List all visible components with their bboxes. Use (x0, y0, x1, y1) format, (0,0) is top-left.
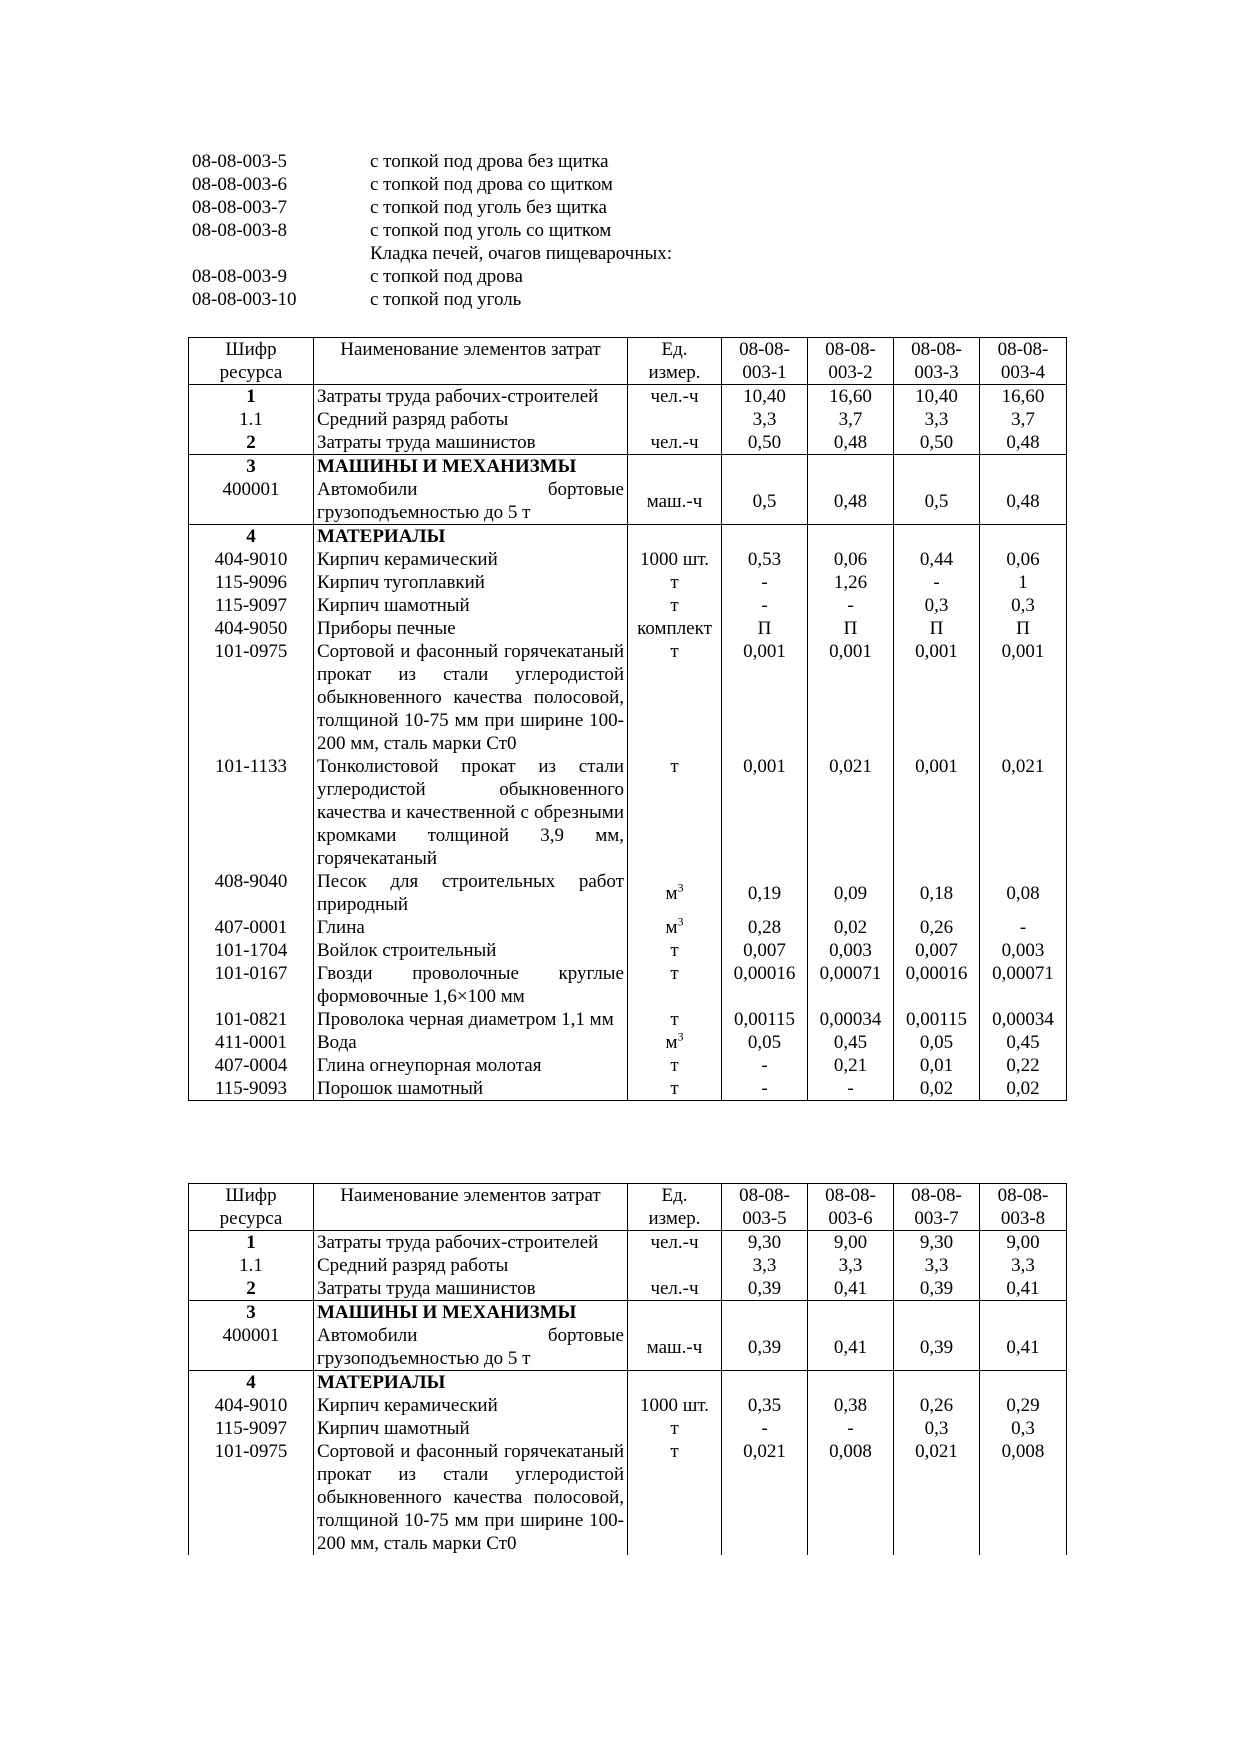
row-code: 115-9093 (189, 1077, 314, 1101)
row-value: 0,50 (894, 431, 980, 455)
header-unit: Ед. измер. (628, 338, 722, 385)
row-value: 0,3 (980, 1417, 1067, 1440)
row-code: 400001 (189, 478, 314, 525)
row-value: 0,08 (980, 870, 1067, 916)
row-unit (628, 408, 722, 431)
row-value: 16,60 (980, 385, 1067, 409)
row-value (894, 525, 980, 549)
row-unit: т (628, 1054, 722, 1077)
row-value: 10,40 (894, 385, 980, 409)
row-name: Кирпич тугоплавкий (314, 571, 628, 594)
row-value: - (722, 1077, 808, 1101)
row-value: 0,06 (808, 548, 894, 571)
row-value: 0,38 (808, 1394, 894, 1417)
table-row (189, 1077, 1067, 1101)
row-value: 0,021 (808, 755, 894, 870)
header-code: Шифр ресурса (189, 338, 314, 385)
row-unit: 1000 шт. (628, 1394, 722, 1417)
row-name: Тонколистовой прокат из стали углеродистой обыкновенного качества и качественной с обрезными кромками толщиной 3,9 мм, горячекатаный (314, 755, 628, 870)
row-value: 0,3 (894, 1417, 980, 1440)
row-value: 0,22 (980, 1054, 1067, 1077)
row-value: 0,003 (980, 939, 1067, 962)
row-value: 0,001 (722, 640, 808, 755)
table-row (189, 755, 1067, 870)
row-value: 0,00071 (808, 962, 894, 1008)
row-code: 2 (189, 431, 314, 455)
row-unit: чел.-ч (628, 1277, 722, 1301)
header-norm: 08-08- 003-4 (980, 338, 1067, 385)
row-name: Затраты труда машинистов (314, 431, 628, 455)
row-value: 3,7 (980, 408, 1067, 431)
row-value: 0,45 (808, 1031, 894, 1054)
row-name: Приборы печные (314, 617, 628, 640)
row-name: МАШИНЫ И МЕХАНИЗМЫ (314, 1301, 628, 1325)
row-value: 16,60 (808, 385, 894, 409)
header-norm: 08-08- 003-6 (808, 1184, 894, 1231)
row-unit: т (628, 640, 722, 755)
row-unit (628, 1371, 722, 1395)
row-value: 0,05 (722, 1031, 808, 1054)
row-name: Затраты труда машинистов (314, 1277, 628, 1301)
row-value: 9,30 (894, 1231, 980, 1255)
row-value: 0,00034 (808, 1008, 894, 1031)
table-row (189, 548, 1067, 571)
row-value: 0,02 (808, 916, 894, 939)
row-code: 411-0001 (189, 1031, 314, 1054)
table-row (189, 1254, 1067, 1277)
row-name: Автомобили бортовые грузоподъемностью до 5 т (314, 478, 628, 525)
row-value: 0,021 (980, 755, 1067, 870)
row-code: 1.1 (189, 408, 314, 431)
row-name: Порошок шамотный (314, 1077, 628, 1101)
row-value: 0,53 (722, 548, 808, 571)
row-unit (628, 1301, 722, 1325)
table-row (189, 455, 1067, 479)
row-value: 9,30 (722, 1231, 808, 1255)
row-code: 101-0821 (189, 1008, 314, 1031)
row-value: 0,001 (980, 640, 1067, 755)
row-value: 0,48 (980, 431, 1067, 455)
row-value: 0,5 (722, 478, 808, 525)
table-row (189, 1371, 1067, 1395)
row-unit: чел.-ч (628, 385, 722, 409)
row-value: 0,021 (894, 1440, 980, 1555)
intro-list (192, 150, 672, 311)
row-value: 0,26 (894, 1394, 980, 1417)
table-row (189, 478, 1067, 525)
row-name: Песок для строительных работ природный (314, 870, 628, 916)
intro-item (192, 196, 672, 219)
row-value: 0,39 (894, 1277, 980, 1301)
table-row (189, 1277, 1067, 1301)
row-value: 0,02 (980, 1077, 1067, 1101)
row-value: 0,008 (980, 1440, 1067, 1555)
table-row (189, 939, 1067, 962)
intro-item (192, 265, 672, 288)
row-value (722, 525, 808, 549)
table-row (189, 1008, 1067, 1031)
header-name: Наименование элементов затрат (314, 338, 628, 385)
row-value: 0,003 (808, 939, 894, 962)
row-unit: чел.-ч (628, 1231, 722, 1255)
row-code: 101-1133 (189, 755, 314, 870)
row-value: - (722, 1417, 808, 1440)
row-code: 4 (189, 525, 314, 549)
row-value: - (722, 1054, 808, 1077)
row-value: 0,00016 (894, 962, 980, 1008)
row-name: Гвозди проволочные круглые формовочные 1,6×100 мм (314, 962, 628, 1008)
row-unit (628, 525, 722, 549)
row-code: 101-0975 (189, 640, 314, 755)
row-value (980, 1371, 1067, 1395)
row-value: 0,001 (722, 755, 808, 870)
row-value (808, 1371, 894, 1395)
row-code: 407-0004 (189, 1054, 314, 1077)
row-value: 0,001 (894, 755, 980, 870)
row-unit: т (628, 1077, 722, 1101)
row-value: П (722, 617, 808, 640)
row-value: 0,18 (894, 870, 980, 916)
row-value: - (808, 1417, 894, 1440)
row-value: 0,3 (894, 594, 980, 617)
row-code: 400001 (189, 1324, 314, 1371)
row-value: П (980, 617, 1067, 640)
row-unit: $м^3$ (628, 1031, 722, 1054)
row-name: Глина огнеупорная молотая (314, 1054, 628, 1077)
table-row (189, 1417, 1067, 1440)
intro-code: 08-08-003-6 (192, 174, 287, 195)
row-name: Затраты труда рабочих-строителей (314, 1231, 628, 1255)
row-value (894, 1371, 980, 1395)
row-name: Сортовой и фасонный горячекатаный прокат из стали углеродистой обыкновенного качества полосовой, толщиной 10-75 мм при ширине 100-200 мм, сталь марки Ст0 (314, 640, 628, 755)
row-name: МАШИНЫ И МЕХАНИЗМЫ (314, 455, 628, 479)
row-value: 0,007 (894, 939, 980, 962)
row-code: 3 (189, 1301, 314, 1325)
table-row (189, 525, 1067, 549)
intro-text: с топкой под дрова без щитка (370, 151, 609, 172)
intro-text: с топкой под дрова со щитком (370, 174, 613, 195)
row-value (722, 1371, 808, 1395)
row-name: Средний разряд работы (314, 1254, 628, 1277)
row-value: 0,41 (808, 1277, 894, 1301)
row-value (722, 1301, 808, 1325)
intro-code: 08-08-003-8 (192, 220, 287, 241)
row-value: - (894, 571, 980, 594)
row-unit: комплект (628, 617, 722, 640)
row-value (808, 525, 894, 549)
row-value: 0,5 (894, 478, 980, 525)
row-unit: $м^3$ (628, 870, 722, 916)
row-unit: 1000 шт. (628, 548, 722, 571)
row-value: 0,45 (980, 1031, 1067, 1054)
row-value (808, 1301, 894, 1325)
row-code: 1 (189, 1231, 314, 1255)
row-code: 101-0167 (189, 962, 314, 1008)
row-value: П (808, 617, 894, 640)
table-row (189, 1031, 1067, 1054)
row-value: 0,41 (808, 1324, 894, 1371)
row-value: 0,00034 (980, 1008, 1067, 1031)
table-body (189, 1231, 1067, 1556)
header-norm: 08-08- 003-5 (722, 1184, 808, 1231)
row-value: 3,3 (722, 408, 808, 431)
row-value: 0,48 (808, 431, 894, 455)
row-value: 0,26 (894, 916, 980, 939)
row-value: 0,28 (722, 916, 808, 939)
row-value: - (722, 571, 808, 594)
row-value: 0,09 (808, 870, 894, 916)
row-value (722, 455, 808, 479)
row-value: 0,39 (722, 1277, 808, 1301)
intro-text: с топкой под уголь без щитка (370, 197, 607, 218)
row-code: 4 (189, 1371, 314, 1395)
row-value: 0,39 (722, 1324, 808, 1371)
row-value: 0,19 (722, 870, 808, 916)
row-code: 404-9010 (189, 1394, 314, 1417)
row-code: 1 (189, 385, 314, 409)
row-value (808, 455, 894, 479)
table-row (189, 385, 1067, 409)
row-code: 101-0975 (189, 1440, 314, 1555)
row-value: 0,3 (980, 594, 1067, 617)
row-code: 404-9050 (189, 617, 314, 640)
row-value: 3,3 (980, 1254, 1067, 1277)
row-value: 0,00115 (722, 1008, 808, 1031)
row-value: 0,00115 (894, 1008, 980, 1031)
intro-code: 08-08-003-7 (192, 197, 287, 218)
row-unit: т (628, 939, 722, 962)
intro-code: 08-08-003-5 (192, 151, 287, 172)
row-unit: т (628, 594, 722, 617)
row-unit: $м^3$ (628, 916, 722, 939)
row-value: 0,48 (980, 478, 1067, 525)
row-value: 3,3 (894, 408, 980, 431)
row-name: МАТЕРИАЛЫ (314, 1371, 628, 1395)
row-unit: т (628, 1440, 722, 1555)
intro-item (192, 150, 672, 173)
row-code: 115-9096 (189, 571, 314, 594)
row-unit: т (628, 1417, 722, 1440)
row-value: 10,40 (722, 385, 808, 409)
row-code: 101-1704 (189, 939, 314, 962)
row-unit: маш.-ч (628, 478, 722, 525)
row-name: Войлок строительный (314, 939, 628, 962)
header-norm: 08-08- 003-8 (980, 1184, 1067, 1231)
row-name: Кирпич шамотный (314, 1417, 628, 1440)
header-unit: Ед. измер. (628, 1184, 722, 1231)
row-name: Затраты труда рабочих-строителей (314, 385, 628, 409)
row-unit: т (628, 755, 722, 870)
table-row (189, 1394, 1067, 1417)
intro-code: 08-08-003-9 (192, 266, 287, 287)
header-name: Наименование элементов затрат (314, 1184, 628, 1231)
row-name: Глина (314, 916, 628, 939)
row-code: 404-9010 (189, 548, 314, 571)
row-name: Проволока черная диаметром 1,1 мм (314, 1008, 628, 1031)
row-code: 3 (189, 455, 314, 479)
row-value: 1 (980, 571, 1067, 594)
table-row (189, 640, 1067, 755)
table-row (189, 962, 1067, 1008)
intro-item (192, 288, 672, 311)
row-value: 0,39 (894, 1324, 980, 1371)
header-norm: 08-08- 003-2 (808, 338, 894, 385)
row-value: - (980, 916, 1067, 939)
row-value: 0,44 (894, 548, 980, 571)
row-name: Кирпич керамический (314, 548, 628, 571)
table-row (189, 1054, 1067, 1077)
row-value: 0,00016 (722, 962, 808, 1008)
row-unit (628, 455, 722, 479)
row-value (894, 455, 980, 479)
row-code: 115-9097 (189, 1417, 314, 1440)
row-value: П (894, 617, 980, 640)
row-value: 0,02 (894, 1077, 980, 1101)
table-row (189, 617, 1067, 640)
row-name: Кирпич керамический (314, 1394, 628, 1417)
row-value: 0,50 (722, 431, 808, 455)
row-name: Автомобили бортовые грузоподъемностью до 5 т (314, 1324, 628, 1371)
row-value: 0,41 (980, 1277, 1067, 1301)
row-value: 0,01 (894, 1054, 980, 1077)
row-name: Кирпич шамотный (314, 594, 628, 617)
row-value: 3,3 (894, 1254, 980, 1277)
table-row (189, 431, 1067, 455)
row-code: 115-9097 (189, 594, 314, 617)
row-name: МАТЕРИАЛЫ (314, 525, 628, 549)
row-value: 0,48 (808, 478, 894, 525)
row-unit (628, 1254, 722, 1277)
cost-table-2 (188, 1183, 1067, 1555)
table-row (189, 916, 1067, 939)
row-value (980, 455, 1067, 479)
cost-table-1 (188, 337, 1067, 1101)
table-row (189, 1231, 1067, 1255)
row-unit: маш.-ч (628, 1324, 722, 1371)
row-value: - (808, 594, 894, 617)
table-row (189, 1324, 1067, 1371)
table-row (189, 1301, 1067, 1325)
row-value: 0,05 (894, 1031, 980, 1054)
row-name: Сортовой и фасонный горячекатаный прокат из стали углеродистой обыкновенного качества полосовой, толщиной 10-75 мм при ширине 100-200 мм, сталь марки Ст0 (314, 1440, 628, 1555)
table-header-row (189, 338, 1067, 385)
header-norm: 08-08- 003-7 (894, 1184, 980, 1231)
row-code: 407-0001 (189, 916, 314, 939)
intro-text: с топкой под уголь со щитком (370, 220, 612, 241)
table-row (189, 594, 1067, 617)
header-norm: 08-08- 003-3 (894, 338, 980, 385)
header-norm: 08-08- 003-1 (722, 338, 808, 385)
row-value: 0,001 (808, 640, 894, 755)
row-value: 0,21 (808, 1054, 894, 1077)
intro-item (192, 173, 672, 196)
row-value: 0,007 (722, 939, 808, 962)
row-value: 0,001 (894, 640, 980, 755)
row-unit: чел.-ч (628, 431, 722, 455)
row-value: 0,06 (980, 548, 1067, 571)
row-value: 9,00 (980, 1231, 1067, 1255)
intro-text: Кладка печей, очагов пищеварочных: (370, 243, 673, 264)
intro-item (192, 219, 672, 242)
row-unit: т (628, 962, 722, 1008)
row-value: - (722, 594, 808, 617)
header-code: Шифр ресурса (189, 1184, 314, 1231)
row-value: - (808, 1077, 894, 1101)
row-value: 1,26 (808, 571, 894, 594)
row-value: 0,35 (722, 1394, 808, 1417)
table-row (189, 408, 1067, 431)
row-value (894, 1301, 980, 1325)
row-name: Вода (314, 1031, 628, 1054)
intro-code (192, 242, 370, 265)
row-value (980, 525, 1067, 549)
row-unit: т (628, 1008, 722, 1031)
table-row (189, 870, 1067, 916)
row-value: 3,3 (808, 1254, 894, 1277)
table-header-row (189, 1184, 1067, 1231)
row-code: 1.1 (189, 1254, 314, 1277)
row-value: 3,7 (808, 408, 894, 431)
row-code: 2 (189, 1277, 314, 1301)
intro-text: с топкой под дрова (370, 266, 523, 287)
row-value: 0,29 (980, 1394, 1067, 1417)
table-row (189, 571, 1067, 594)
intro-item (192, 242, 672, 265)
table-body (189, 385, 1067, 1101)
row-value: 0,41 (980, 1324, 1067, 1371)
row-value: 0,00071 (980, 962, 1067, 1008)
row-code: 408-9040 (189, 870, 314, 916)
row-value: 0,008 (808, 1440, 894, 1555)
row-value (980, 1301, 1067, 1325)
intro-code: 08-08-003-10 (192, 289, 297, 310)
row-value: 3,3 (722, 1254, 808, 1277)
row-unit: т (628, 571, 722, 594)
row-name: Средний разряд работы (314, 408, 628, 431)
row-value: 9,00 (808, 1231, 894, 1255)
intro-text: с топкой под уголь (370, 289, 522, 310)
table-row (189, 1440, 1067, 1555)
row-value: 0,021 (722, 1440, 808, 1555)
